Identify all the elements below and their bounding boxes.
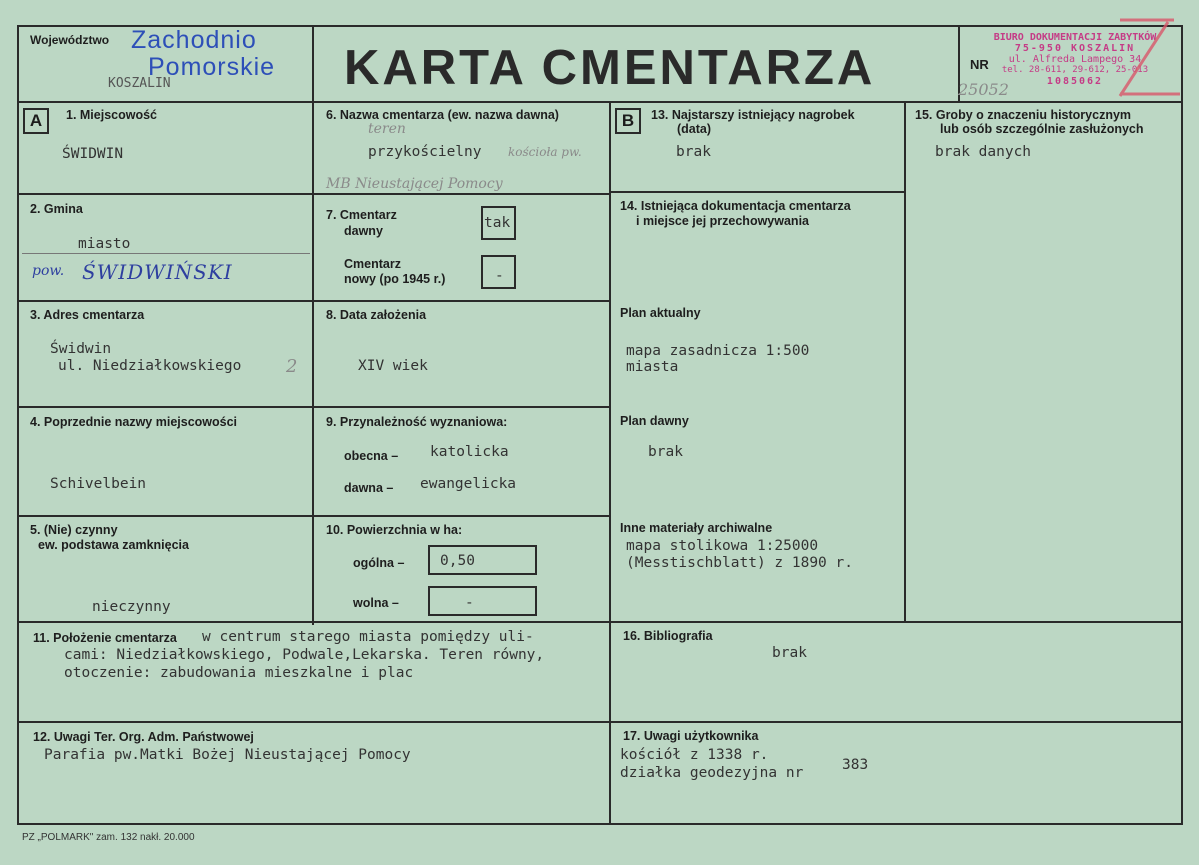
field-9-dawna-label: dawna – [344, 481, 394, 495]
inne-label: Inne materiały archiwalne [620, 521, 773, 535]
divider-3-4 [17, 406, 313, 408]
field-3-handwritten-number: 2 [286, 356, 298, 377]
field-13-value: brak [676, 144, 711, 160]
divider-7-8 [312, 300, 611, 302]
field-16-value: brak [772, 645, 807, 661]
field-17-value-line1: kościół z 1338 r. [620, 747, 769, 763]
inne-value-line2: (Messtischblatt) z 1890 r. [626, 555, 853, 571]
inne-value-line1: mapa stolikowa 1:25000 [626, 538, 819, 554]
field-9-obecna-value: katolicka [430, 444, 509, 460]
divider-col1 [312, 25, 314, 625]
card-title: KARTA CMENTARZA [344, 41, 876, 95]
plan-dawny-label: Plan dawny [620, 414, 689, 428]
field-9-label: 9. Przynależność wyznaniowa: [326, 415, 508, 429]
printer-imprint: PZ „POLMARK" zam. 132 nakł. 20.000 [22, 832, 195, 843]
field-10-wolna-box [428, 586, 537, 616]
field-5-label-line2: ew. podstawa zamknięcia [38, 538, 189, 552]
divider-9-10 [312, 515, 611, 517]
field-3-value-line2: ul. Niedziałkowskiego [58, 358, 242, 374]
field-17-label: 17. Uwagi użytkownika [623, 729, 759, 743]
field-17-value-line2: działka geodezyjna nr [620, 765, 804, 781]
field-10-ogolna-box [428, 545, 537, 575]
wojewodztwo-value-line1: Zachodnio [131, 26, 257, 54]
divider-2-3 [17, 300, 313, 302]
frame-right [1181, 25, 1183, 825]
field-6-value: przykościelny [368, 144, 482, 160]
stamp-cross-mark-icon [1108, 14, 1188, 100]
stamp-line5: 1085062 [1046, 76, 1104, 87]
field-3-label: 3. Adres cmentarza [30, 308, 145, 322]
field-6-label: 6. Nazwa cmentarza (ew. nazwa dawna) [326, 108, 559, 122]
divider-13-14 [609, 191, 905, 193]
field-8-label: 8. Data założenia [326, 308, 427, 322]
divider-row12 [17, 721, 1183, 723]
field-7-label-dawny-1: 7. Cmentarz [326, 208, 397, 222]
plan-dawny-value: brak [648, 444, 683, 460]
field-7-label-dawny-2: dawny [344, 224, 383, 238]
plan-aktualny-label: Plan aktualny [620, 306, 701, 320]
section-a-marker: A [23, 108, 49, 134]
field-4-label: 4. Poprzednie nazwy miejscowości [30, 415, 238, 429]
field-2-handwritten-prefix: pow. [32, 263, 65, 279]
divider-4-5 [17, 515, 313, 517]
field-2-label: 2. Gmina [30, 202, 83, 216]
field-7-nowy-value: - [495, 268, 504, 284]
nr-handwritten: 25052 [958, 80, 1009, 99]
field-1-value: ŚWIDWIN [62, 146, 124, 162]
field-10-label: 10. Powierzchnia w ha: [326, 523, 463, 537]
field-9-obecna-label: obecna – [344, 449, 399, 463]
frame-bottom [17, 823, 1183, 825]
field-10-wolna-label: wolna – [353, 596, 399, 610]
wojewodztwo-value-line2: Pomorskie [148, 53, 276, 81]
field-11-value-line1: w centrum starego miasta pomiędzy uli- [202, 629, 534, 645]
frame-left [17, 25, 19, 825]
divider-6-7 [312, 193, 611, 195]
wojewodztwo-label: Województwo [30, 33, 110, 47]
field-3-value-line1: Świdwin [50, 341, 112, 357]
field-14-label-line1: 14. Istniejąca dokumentacja cmentarza [620, 199, 851, 213]
field-2-handwritten: ŚWIDWIŃSKI [82, 260, 233, 284]
field-14-label-line2: i miejsce jej przechowywania [636, 214, 809, 228]
nr-label: NR [970, 57, 989, 72]
divider-header-bottom [17, 101, 1183, 103]
field-5-value: nieczynny [92, 599, 171, 615]
field-16-label: 16. Bibliografia [623, 629, 713, 643]
field-7-label-nowy-2: nowy (po 1945 r.) [344, 272, 446, 286]
stamp-line2: 75-950 KOSZALIN [1014, 43, 1136, 54]
plan-aktualny-value-line2: miasta [626, 359, 679, 375]
stamp-line4: tel. 28-611, 29-612, 25-013 [1001, 65, 1149, 75]
field-13-label-line2: (data) [677, 122, 712, 136]
field-5-label-line1: 5. (Nie) czynny [30, 523, 118, 537]
field-6-handwritten-above: teren [368, 121, 406, 137]
field-11-value-line2: cami: Niedziałkowskiego, Podwale,Lekarska. Teren równy, [64, 647, 545, 663]
field-15-value: brak danych [935, 144, 1032, 160]
field-15-label-line1: 15. Groby o znaczeniu historycznym [915, 108, 1132, 122]
field-1-label: 1. Miejscowość [66, 108, 158, 122]
field-10-wolna-value: - [465, 595, 474, 611]
field-10-ogolna-label: ogólna – [353, 556, 405, 570]
field-7-nowy-box [481, 255, 516, 289]
field-7-dawny-value: tak [484, 215, 511, 231]
field-13-label-line1: 13. Najstarszy istniejący nagrobek [651, 108, 855, 122]
field-11-value-line3: otoczenie: zabudowania mieszkalne i plac [64, 665, 414, 681]
divider-col2 [609, 101, 611, 823]
plan-aktualny-value-line1: mapa zasadnicza 1:500 [626, 343, 810, 359]
field-7-label-nowy-1: Cmentarz [344, 257, 401, 271]
field-10-ogolna-value: 0,50 [440, 553, 475, 569]
divider-8-9 [312, 406, 611, 408]
stamp-line1: BIURO DOKUMENTACJI ZABYTKÓW [993, 32, 1157, 43]
field-9-dawna-value: ewangelicka [420, 476, 517, 492]
field-12-label: 12. Uwagi Ter. Org. Adm. Państwowej [33, 730, 254, 744]
field-4-value: Schivelbein [50, 476, 147, 492]
field-6-handwritten-line2: MB Nieustającej Pomocy [326, 176, 503, 192]
section-b-marker: B [615, 108, 641, 134]
field-12-value: Parafia pw.Matki Bożej Nieustającej Pomocy [44, 747, 411, 763]
field-17-handwritten-number: 383 [842, 757, 869, 773]
field-15-label-line2: lub osób szczególnie zasłużonych [940, 122, 1144, 136]
old-voivodeship: KOSZALIN [108, 76, 171, 91]
field-2-value: miasto [78, 236, 131, 252]
stamp-line3: ul. Alfreda Lampego 34 [1008, 54, 1142, 65]
field-8-value: XIV wiek [358, 358, 428, 374]
field-7-dawny-box [481, 206, 516, 240]
divider-row11 [17, 621, 1183, 623]
field-6-handwritten-after: kościoła pw. [508, 145, 582, 159]
divider-col3 [904, 101, 906, 621]
field-11-label: 11. Położenie cmentarza [33, 631, 177, 645]
divider-1-2 [17, 193, 313, 195]
field-2-underline [22, 253, 310, 254]
